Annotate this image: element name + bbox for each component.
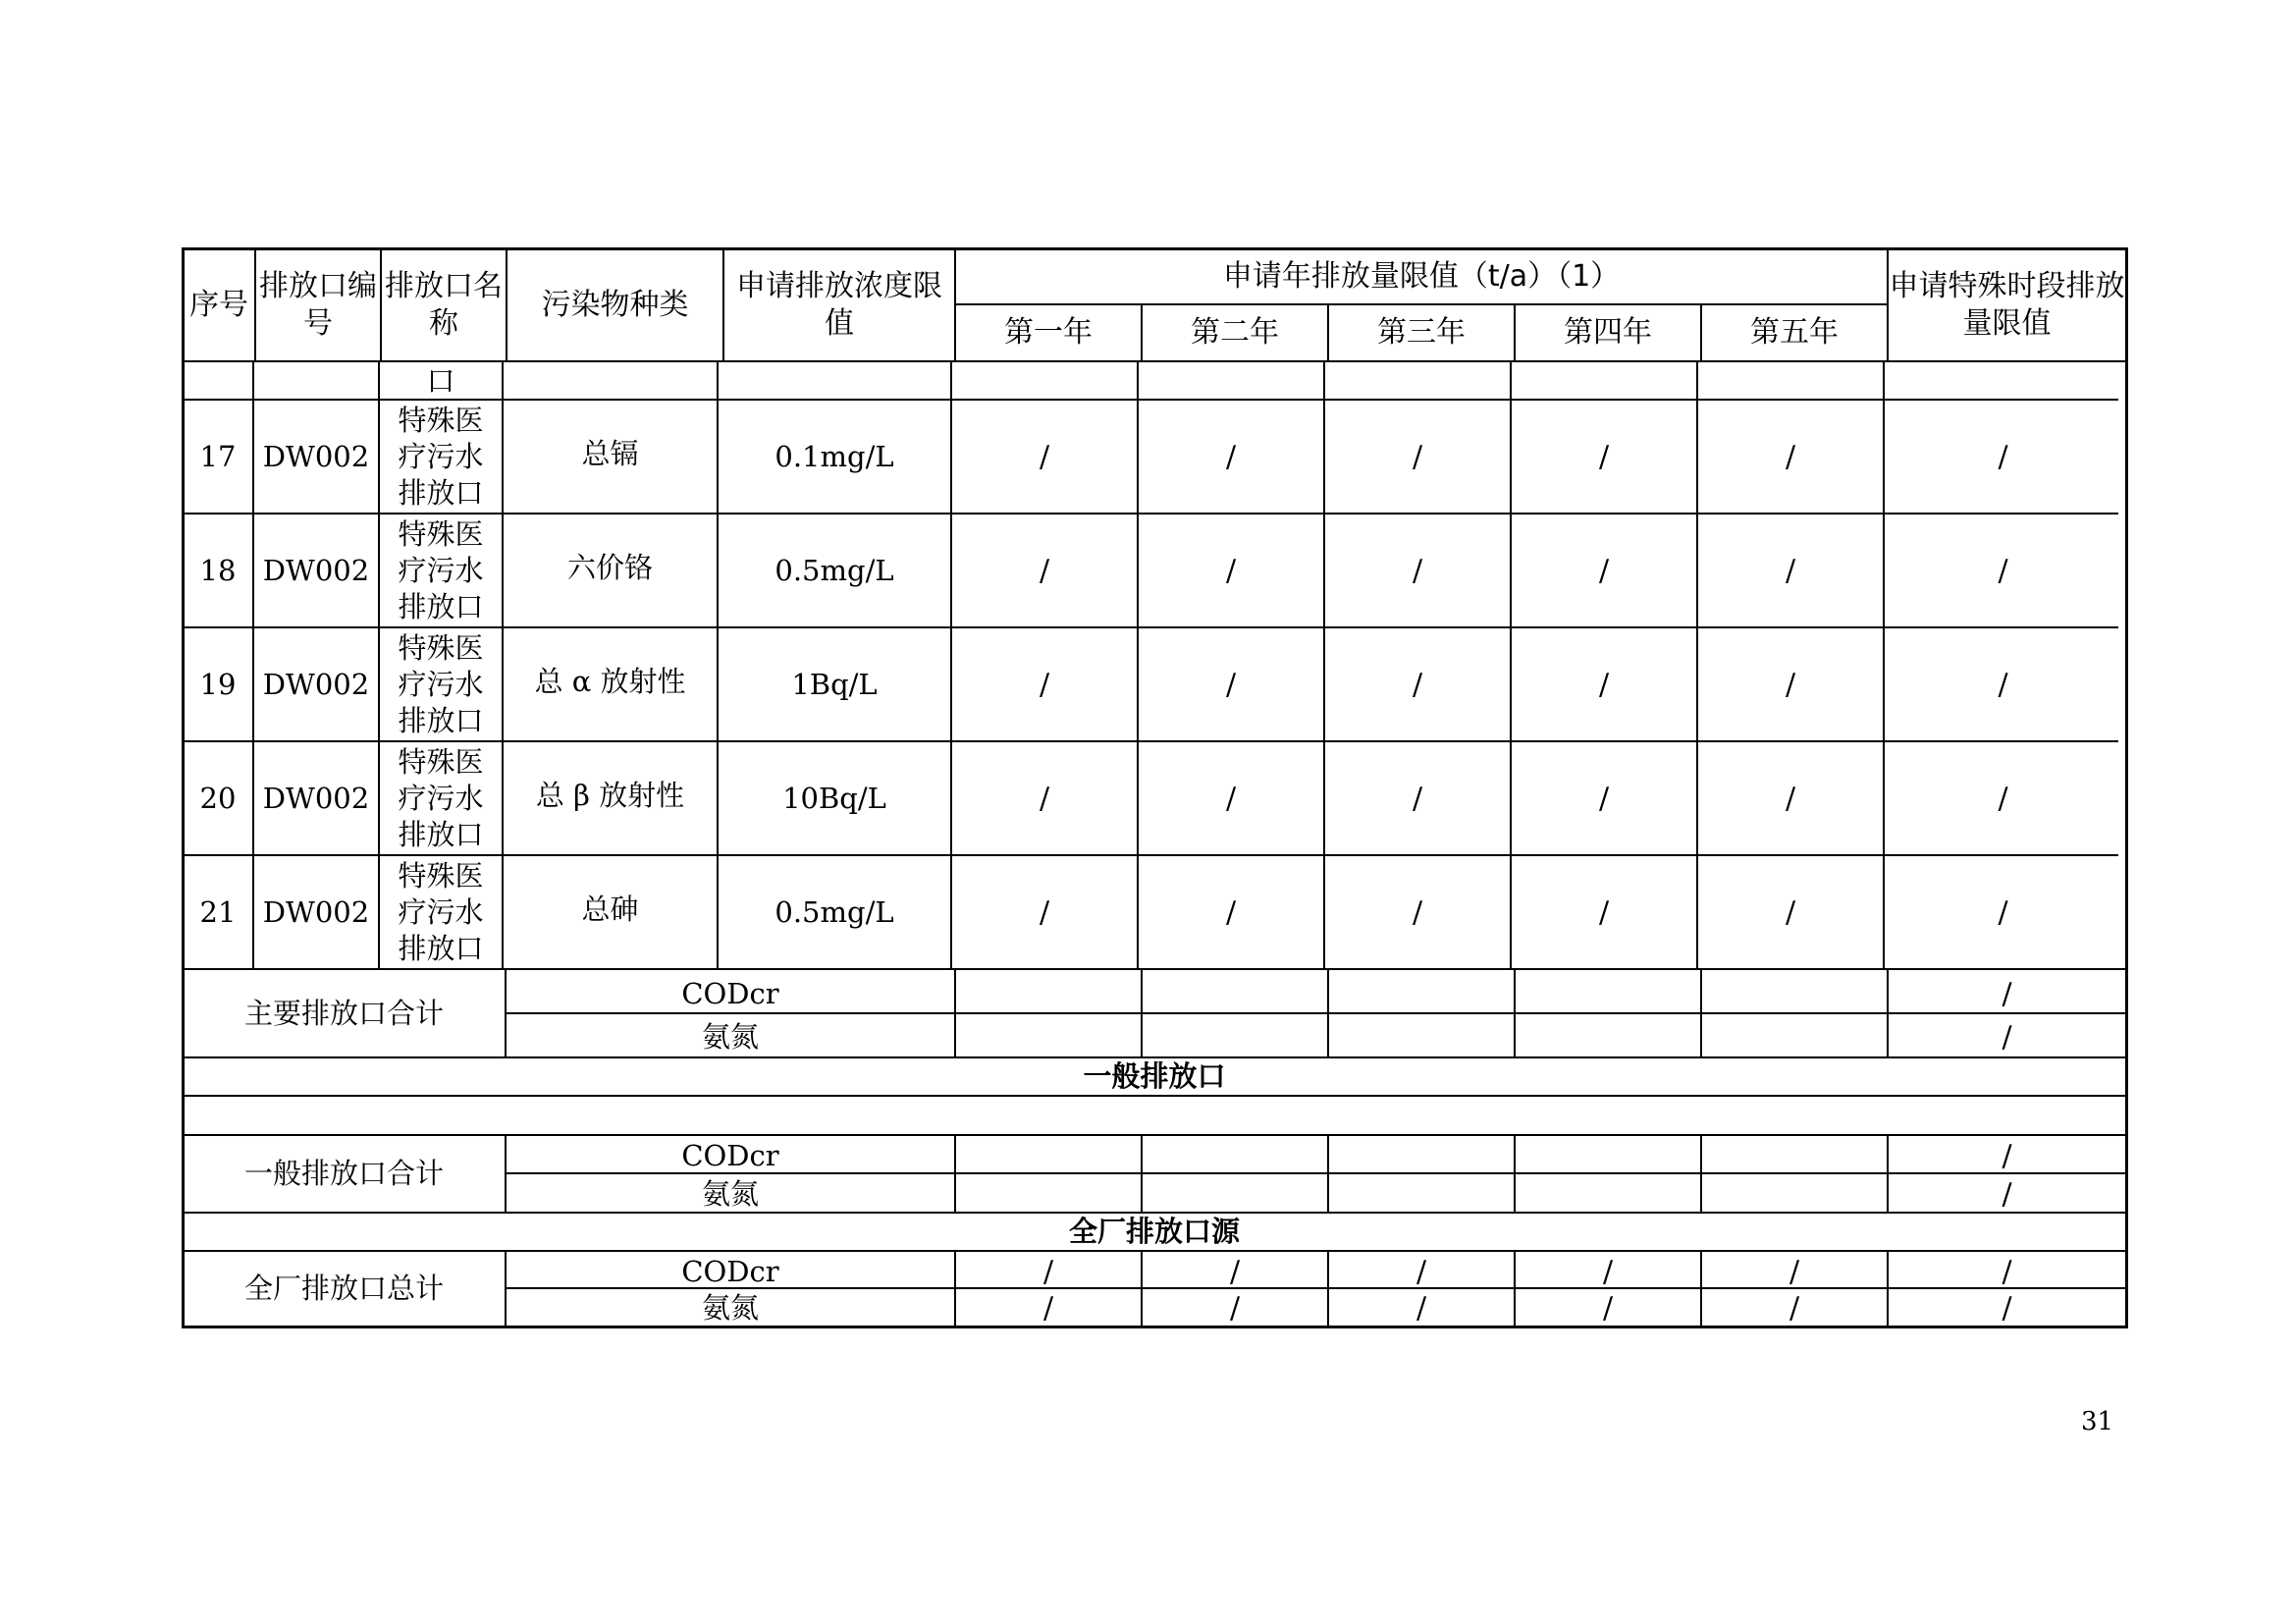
plant-total-year-2: / bbox=[1229, 1291, 1241, 1326]
row-pollutant: 总 β 放射性 bbox=[535, 778, 685, 812]
row-year-4: / bbox=[1598, 439, 1610, 474]
row-conc-limit: 10Bq/L bbox=[782, 781, 886, 815]
row-year-5: / bbox=[1785, 894, 1796, 930]
row-year-2: / bbox=[1225, 553, 1237, 588]
row-conc-limit: 0.1mg/L bbox=[774, 439, 894, 473]
main-total-codcr-special: / bbox=[2002, 977, 2012, 1011]
header-year-5: 第五年 bbox=[1750, 315, 1839, 350]
row-seq: 17 bbox=[199, 439, 237, 473]
plant-total-label: 全厂排放口总计 bbox=[243, 1272, 444, 1305]
row-conc-limit: 1Bq/L bbox=[791, 667, 878, 701]
row-outlet-name: 特殊医疗污水排放口 bbox=[398, 858, 484, 965]
plant-total-special: / bbox=[2002, 1254, 2012, 1289]
general-total-ammonia: 氨氮 bbox=[701, 1176, 759, 1211]
plant-total-year-3: / bbox=[1415, 1291, 1427, 1326]
header-year-1: 第一年 bbox=[1004, 315, 1093, 350]
row-outlet-name: 特殊医疗污水排放口 bbox=[398, 403, 484, 510]
header-conc-limit: 申请排放浓度限值 bbox=[736, 268, 942, 341]
plant-total-year-2: / bbox=[1229, 1254, 1241, 1289]
plant-total-year-1: / bbox=[1042, 1291, 1054, 1326]
row-special-limit: / bbox=[1998, 553, 2008, 588]
row-outlet-name: 特殊医疗污水排放口 bbox=[398, 744, 484, 851]
row-pollutant: 总镉 bbox=[581, 436, 639, 470]
general-total-ammonia-special: / bbox=[2002, 1176, 2012, 1212]
row-year-1: / bbox=[1039, 781, 1050, 816]
general-section-heading: 一般排放口 bbox=[1083, 1059, 1226, 1093]
header-outlet-name: 排放口名称 bbox=[385, 268, 503, 341]
plant-total-special: / bbox=[2002, 1291, 2012, 1326]
row-year-4: / bbox=[1598, 667, 1610, 702]
row-outlet-id: DW002 bbox=[262, 667, 370, 701]
row-special-limit: / bbox=[1998, 667, 2008, 702]
header-seq: 序号 bbox=[189, 287, 248, 322]
row-year-2: / bbox=[1225, 439, 1237, 474]
row-year-2: / bbox=[1225, 667, 1237, 702]
row-seq: 18 bbox=[199, 553, 237, 587]
row-pollutant: 总 α 放射性 bbox=[534, 664, 686, 698]
general-total-label: 一般排放口合计 bbox=[243, 1157, 444, 1190]
page-number: 31 bbox=[2081, 1407, 2114, 1436]
row-year-1: / bbox=[1039, 553, 1050, 588]
header-year-3: 第三年 bbox=[1377, 315, 1466, 350]
plant-total-year-4: / bbox=[1602, 1291, 1614, 1326]
plant-total-ammonia: 氨氮 bbox=[701, 1291, 759, 1325]
row-year-2: / bbox=[1225, 781, 1237, 816]
carry-over-name-tail: 口 bbox=[426, 363, 455, 398]
general-total-codcr-special: / bbox=[2002, 1139, 2012, 1173]
main-total-label: 主要排放口合计 bbox=[243, 996, 444, 1030]
header-year-4: 第四年 bbox=[1564, 315, 1652, 350]
row-year-5: / bbox=[1785, 781, 1796, 816]
row-year-2: / bbox=[1225, 894, 1237, 930]
header-annual-limit: 申请年排放量限值（t/a）（1） bbox=[1222, 258, 1621, 294]
row-pollutant: 总砷 bbox=[581, 892, 639, 926]
row-outlet-id: DW002 bbox=[262, 781, 370, 815]
row-year-5: / bbox=[1785, 553, 1796, 588]
row-year-3: / bbox=[1412, 894, 1423, 930]
row-year-3: / bbox=[1412, 667, 1423, 702]
row-seq: 20 bbox=[199, 781, 237, 815]
row-year-3: / bbox=[1412, 439, 1423, 474]
row-year-1: / bbox=[1039, 667, 1050, 702]
row-special-limit: / bbox=[1998, 894, 2008, 930]
main-total-ammonia-special: / bbox=[2002, 1020, 2012, 1055]
row-outlet-name: 特殊医疗污水排放口 bbox=[398, 630, 484, 737]
row-pollutant: 六价铬 bbox=[566, 550, 653, 584]
row-outlet-id: DW002 bbox=[262, 894, 370, 929]
plant-section-heading: 全厂排放口源 bbox=[1068, 1215, 1240, 1248]
plant-total-year-5: / bbox=[1789, 1291, 1800, 1326]
row-year-5: / bbox=[1785, 439, 1796, 474]
row-year-4: / bbox=[1598, 781, 1610, 816]
general-total-codcr: CODcr bbox=[681, 1139, 779, 1172]
row-year-3: / bbox=[1412, 553, 1423, 588]
row-year-1: / bbox=[1039, 894, 1050, 930]
row-special-limit: / bbox=[1998, 781, 2008, 816]
row-seq: 19 bbox=[199, 667, 237, 701]
row-year-5: / bbox=[1785, 667, 1796, 702]
row-conc-limit: 0.5mg/L bbox=[774, 894, 894, 929]
row-special-limit: / bbox=[1998, 439, 2008, 474]
row-seq: 21 bbox=[199, 894, 237, 929]
row-conc-limit: 0.5mg/L bbox=[774, 553, 894, 587]
row-year-4: / bbox=[1598, 894, 1610, 930]
row-year-1: / bbox=[1039, 439, 1050, 474]
header-special-limit: 申请特殊时段排放量限值 bbox=[1889, 268, 2125, 341]
plant-total-year-3: / bbox=[1415, 1254, 1427, 1289]
row-outlet-id: DW002 bbox=[262, 439, 370, 473]
plant-total-year-5: / bbox=[1789, 1254, 1800, 1289]
header-year-2: 第二年 bbox=[1191, 315, 1279, 350]
plant-total-codcr: CODcr bbox=[681, 1254, 779, 1288]
row-year-3: / bbox=[1412, 781, 1423, 816]
row-outlet-id: DW002 bbox=[262, 553, 370, 587]
plant-total-year-4: / bbox=[1602, 1254, 1614, 1289]
row-outlet-name: 特殊医疗污水排放口 bbox=[398, 516, 484, 623]
header-outlet-id: 排放口编号 bbox=[259, 268, 377, 341]
main-total-ammonia: 氨氮 bbox=[701, 1020, 759, 1054]
row-year-4: / bbox=[1598, 553, 1610, 588]
header-pollutant: 污染物种类 bbox=[541, 287, 689, 322]
main-total-codcr: CODcr bbox=[681, 977, 779, 1010]
plant-total-year-1: / bbox=[1042, 1254, 1054, 1289]
